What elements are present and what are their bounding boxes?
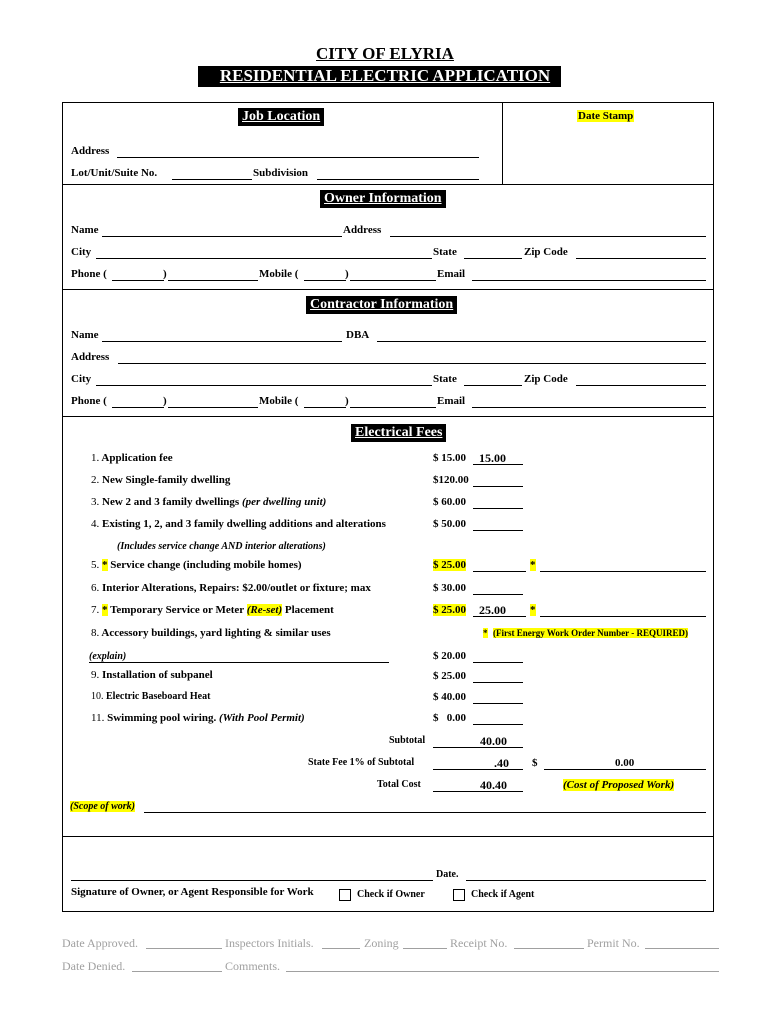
fee-item-7-value: 25.00 [479, 603, 506, 617]
contractor-dba-label: DBA [346, 329, 370, 341]
fee-item-10: 10. Electric Baseboard Heat [91, 691, 211, 702]
lot-field[interactable] [172, 179, 252, 180]
fee-item-4-field[interactable] [473, 530, 523, 531]
owner-zip-field[interactable] [576, 258, 706, 259]
contractor-email-label: Email [437, 395, 466, 407]
sig-date-label: Date. [436, 869, 459, 880]
subtotal-label: Subtotal [389, 735, 426, 746]
divider [62, 416, 714, 417]
contractor-zip-label: Zip Code [524, 373, 568, 385]
signature-label: Signature of Owner, or Agent Responsible for Work [71, 886, 314, 898]
proposed-cost-value: 0.00 [615, 757, 635, 769]
permit-label: Permit No. [587, 936, 640, 950]
owner-email-label: Email [437, 268, 466, 280]
owner-phone-field[interactable] [168, 280, 258, 281]
contractor-address-field[interactable] [118, 363, 706, 364]
contractor-state-field[interactable] [464, 385, 522, 386]
contractor-mobile-label: Mobile ( [259, 395, 299, 407]
check-agent-label: Check if Agent [471, 889, 535, 900]
signature-field[interactable] [71, 880, 433, 881]
fee-item-3-amount: $ 60.00 [433, 496, 466, 508]
receipt-label: Receipt No. [450, 936, 508, 950]
first-energy-note: (First Energy Work Order Number - REQUIRED) [493, 628, 688, 638]
fee-item-6: 6. Interior Alterations, Repairs: $2.00/outlet or fixture; max [91, 582, 371, 594]
explain-field[interactable] [89, 662, 389, 663]
form-title-line1: CITY OF ELYRIA [316, 44, 454, 63]
contractor-name-field[interactable] [102, 341, 342, 342]
owner-phone-area-field[interactable] [112, 280, 164, 281]
fee-item-5-workorder-field[interactable] [540, 571, 706, 572]
fee-item-6-amount: $ 30.00 [433, 582, 466, 594]
check-owner-checkbox[interactable] [339, 889, 351, 901]
owner-heading: Owner Information [320, 190, 446, 208]
owner-address-field[interactable] [390, 236, 706, 237]
fee-item-1-value: 15.00 [479, 451, 506, 465]
inspectors-label: Inspectors Initials. [225, 936, 314, 950]
zoning-label: Zoning [364, 936, 399, 950]
total-cost-label: Total Cost [377, 779, 421, 790]
owner-mobile-field[interactable] [350, 280, 436, 281]
contractor-mobile-area-field[interactable] [304, 407, 346, 408]
divider [62, 184, 714, 185]
contractor-city-field[interactable] [96, 385, 432, 386]
fee-item-4-note: (Includes service change AND interior alterations) [117, 541, 326, 552]
date-stamp-divider [502, 102, 503, 184]
contractor-mobile-field[interactable] [350, 407, 436, 408]
contractor-dba-field[interactable] [377, 341, 706, 342]
fee-item-7-amount: $ 25.00 [433, 604, 466, 616]
date-denied-field[interactable] [132, 971, 222, 972]
owner-mobile-paren: ) [345, 268, 349, 280]
owner-address-label: Address [343, 224, 382, 236]
owner-state-field[interactable] [464, 258, 522, 259]
owner-name-field[interactable] [102, 236, 342, 237]
proposed-cost-label: (Cost of Proposed Work) [563, 779, 675, 791]
fee-item-3-field[interactable] [473, 508, 523, 509]
owner-mobile-label: Mobile ( [259, 268, 299, 280]
explain-label: (explain) [89, 651, 127, 662]
fee-item-2-amount: $120.00 [433, 474, 469, 486]
state-fee-field[interactable] [433, 769, 523, 770]
form-title-line2: RESIDENTIAL ELECTRIC APPLICATION [219, 66, 551, 85]
fee-item-5-star: * [530, 559, 536, 571]
subtotal-field[interactable] [433, 747, 523, 748]
job-address-field[interactable] [117, 157, 479, 158]
contractor-email-field[interactable] [472, 407, 706, 408]
subdivision-label: Subdivision [253, 167, 309, 179]
fee-item-5-amount: $ 25.00 [433, 559, 466, 571]
owner-name-label: Name [71, 224, 99, 236]
owner-city-field[interactable] [96, 258, 432, 259]
inspectors-field[interactable] [322, 948, 360, 949]
fee-item-4: 4. Existing 1, 2, and 3 family dwelling additions and alterations [91, 518, 386, 530]
owner-phone-paren: ) [163, 268, 167, 280]
comments-field[interactable] [286, 971, 719, 972]
fee-item-1: 1. Application fee [91, 452, 173, 464]
fee-item-2: 2. New Single-family dwelling [91, 474, 231, 486]
fee-item-11-field[interactable] [473, 724, 523, 725]
state-fee-label: State Fee 1% of Subtotal [308, 757, 415, 768]
total-cost-field[interactable] [433, 791, 523, 792]
contractor-zip-field[interactable] [576, 385, 706, 386]
fee-item-4-amount: $ 50.00 [433, 518, 466, 530]
scope-field[interactable] [144, 812, 706, 813]
fee-item-5: 5. * Service change (including mobile homes) [91, 559, 302, 571]
job-address-label: Address [71, 145, 110, 157]
fee-item-2-field[interactable] [473, 486, 523, 487]
contractor-name-label: Name [71, 329, 99, 341]
owner-email-field[interactable] [472, 280, 706, 281]
subdivision-field[interactable] [317, 179, 479, 180]
total-cost-value: 40.40 [480, 778, 507, 792]
contractor-phone-area-field[interactable] [112, 407, 164, 408]
zoning-field[interactable] [403, 948, 447, 949]
contractor-phone-paren: ) [163, 395, 167, 407]
fee-item-9-amount: $ 25.00 [433, 670, 466, 682]
fee-item-11: 11. Swimming pool wiring. (With Pool Permit) [91, 712, 305, 724]
fee-item-1-amount: $ 15.00 [433, 452, 466, 464]
date-approved-field[interactable] [146, 948, 222, 949]
fees-heading: Electrical Fees [351, 424, 446, 442]
date-approved-label: Date Approved. [62, 936, 138, 950]
fee-item-7: 7. * Temporary Service or Meter (Re-set) Placement [91, 604, 334, 616]
date-denied-label: Date Denied. [62, 959, 126, 973]
lot-label: Lot/Unit/Suite No. [71, 167, 158, 179]
fee-item-9: 9. Installation of subpanel [91, 669, 213, 681]
contractor-mobile-paren: ) [345, 395, 349, 407]
subtotal-value: 40.00 [480, 734, 507, 748]
contractor-address-label: Address [71, 351, 110, 363]
contractor-heading: Contractor Information [306, 296, 457, 314]
state-fee-value: .40 [494, 756, 509, 770]
owner-mobile-area-field[interactable] [304, 280, 346, 281]
sig-date-field[interactable] [466, 880, 706, 881]
proposed-dollar: $ [532, 757, 538, 769]
fee-item-7-workorder-field[interactable] [540, 616, 706, 617]
permit-field[interactable] [645, 948, 719, 949]
fee-item-8-amount: $ 20.00 [433, 650, 466, 662]
fee-item-11-amount: $ 0.00 [433, 712, 466, 724]
fee-item-8-field[interactable] [473, 662, 523, 663]
divider [62, 836, 714, 837]
contractor-phone-label: Phone ( [71, 395, 107, 407]
fee-item-3: 3. New 2 and 3 family dwellings (per dwelling unit) [91, 496, 327, 508]
check-agent-checkbox[interactable] [453, 889, 465, 901]
fee-item-10-field[interactable] [473, 703, 523, 704]
contractor-state-label: State [433, 373, 457, 385]
contractor-city-label: City [71, 373, 92, 385]
scope-label: (Scope of work) [70, 801, 135, 812]
first-energy-star: * [483, 628, 488, 638]
owner-zip-label: Zip Code [524, 246, 568, 258]
check-owner-label: Check if Owner [357, 889, 425, 900]
fee-item-9-field[interactable] [473, 682, 523, 683]
comments-label: Comments. [225, 959, 281, 973]
fee-item-6-field[interactable] [473, 594, 523, 595]
date-stamp-label: Date Stamp [578, 110, 634, 122]
contractor-phone-field[interactable] [168, 407, 258, 408]
fee-item-7-star: * [530, 604, 536, 616]
fee-item-8: 8. Accessory buildings, yard lighting & similar uses [91, 627, 331, 639]
job-location-heading: Job Location [238, 108, 324, 126]
fee-item-10-amount: $ 40.00 [433, 691, 466, 703]
owner-city-label: City [71, 246, 92, 258]
receipt-field[interactable] [514, 948, 584, 949]
divider [62, 289, 714, 290]
fee-item-5-field[interactable] [473, 571, 526, 572]
owner-phone-label: Phone ( [71, 268, 107, 280]
proposed-cost-field[interactable] [544, 769, 706, 770]
owner-state-label: State [433, 246, 457, 258]
